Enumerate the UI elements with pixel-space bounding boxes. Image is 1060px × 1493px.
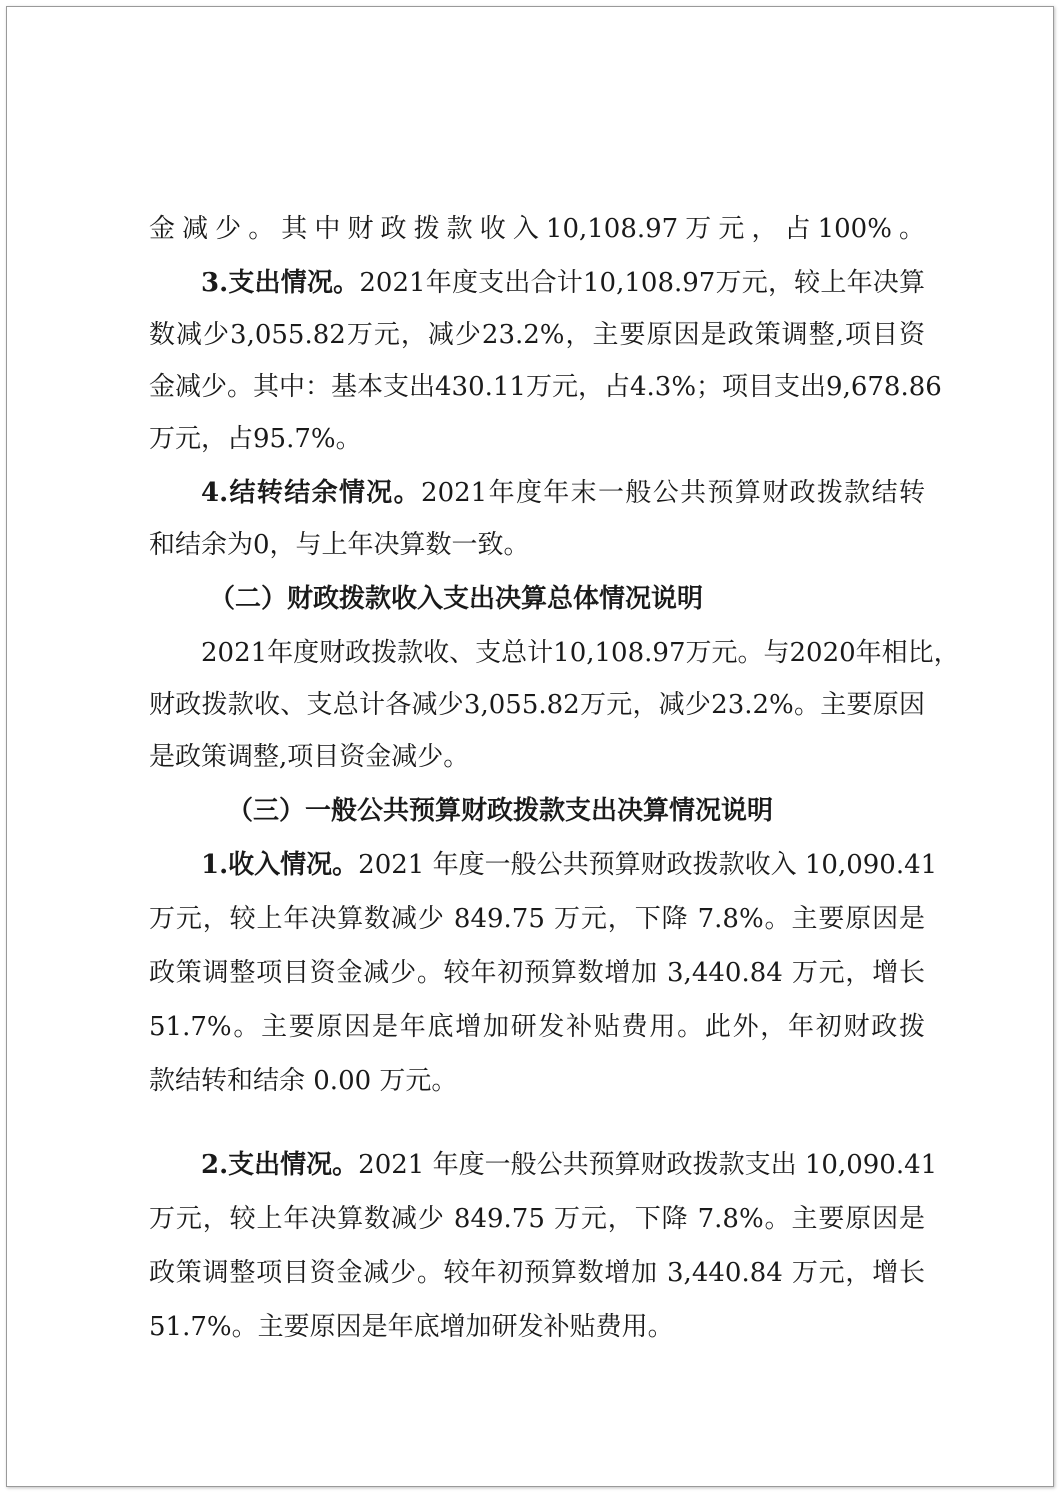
line-text: 万元，占95.7%。: [149, 424, 362, 454]
line-text: 2021年度财政拨款收、支总计10,108.97万元。与2020年相比，: [201, 638, 960, 668]
line-text: 金减少。其中财政拨款收入10,108.97万元，占100%。: [149, 214, 925, 244]
paragraph-line-9: [149, 635, 960, 671]
line-text: 财政拨款收、支总计各减少3,055.82万元，减少23.2%。主要原因: [149, 690, 925, 720]
paragraph-line-18: [149, 1147, 938, 1183]
section-lead-spending: 2.支出情况。: [201, 1150, 359, 1180]
line-text: 2021 年度一般公共预算财政拨款收入 10,090.41: [358, 850, 938, 880]
paragraph-line-15: [149, 955, 925, 991]
line-text: 万元，较上年决算数减少 849.75 万元，下降 7.8%。主要原因是: [149, 1204, 925, 1234]
line-text: 2021 年度一般公共预算财政拨款支出 10,090.41: [358, 1150, 938, 1180]
paragraph-line-16: [149, 1009, 925, 1045]
line-text: 政策调整项目资金减少。较年初预算数增加 3,440.84 万元，增长: [149, 1258, 925, 1288]
line-text: 金减少。其中：基本支出430.11万元，占4.3%；项目支出9,678.86: [149, 372, 942, 402]
section-lead-carryover: 4.结转结余情况。: [201, 478, 422, 508]
paragraph-line-19: [149, 1201, 925, 1237]
line-text: 万元，较上年决算数减少 849.75 万元，下降 7.8%。主要原因是: [149, 904, 925, 934]
paragraph-line-7: [149, 527, 925, 563]
line-text: 2021年度年末一般公共预算财政拨款结转: [421, 478, 925, 508]
line-text: 款结转和结余 0.00 万元。: [149, 1066, 458, 1096]
paragraph-line-1: [149, 211, 925, 247]
section-lead-income: 1.收入情况。: [201, 850, 359, 880]
paragraph-line-2: [149, 265, 925, 301]
paragraph-line-4: [149, 369, 942, 405]
line-text: 政策调整项目资金减少。较年初预算数增加 3,440.84 万元，增长: [149, 958, 925, 988]
paragraph-line-11: [149, 739, 925, 775]
paragraph-line-5: [149, 421, 925, 457]
line-text: 数减少3,055.82万元，减少23.2%，主要原因是政策调整,项目资: [149, 320, 925, 350]
paragraph-line-14: [149, 901, 925, 937]
paragraph-line-10: [149, 687, 925, 723]
section-lead-expenditure: 3.支出情况。: [201, 268, 360, 298]
paragraph-line-6: [149, 475, 925, 511]
paragraph-line-3: [149, 317, 925, 353]
document-page: [6, 6, 1054, 1487]
paragraph-line-13: [149, 847, 938, 883]
section-heading-2: [209, 581, 925, 617]
line-text: 和结余为0，与上年决算数一致。: [149, 530, 530, 560]
line-text: 51.7%。主要原因是年底增加研发补贴费用。此外，年初财政拨: [149, 1012, 925, 1042]
section-heading-3: [227, 793, 925, 829]
heading-text: （二）财政拨款收入支出决算总体情况说明: [209, 584, 704, 614]
line-text: 2021年度支出合计10,108.97万元，较上年决算: [359, 268, 925, 298]
paragraph-line-21: [149, 1309, 925, 1345]
paragraph-line-17: [149, 1063, 925, 1099]
heading-text: （三）一般公共预算财政拨款支出决算情况说明: [227, 796, 774, 826]
line-text: 是政策调整,项目资金减少。: [149, 742, 470, 772]
line-text: 51.7%。主要原因是年底增加研发补贴费用。: [149, 1312, 674, 1342]
paragraph-line-20: [149, 1255, 925, 1291]
